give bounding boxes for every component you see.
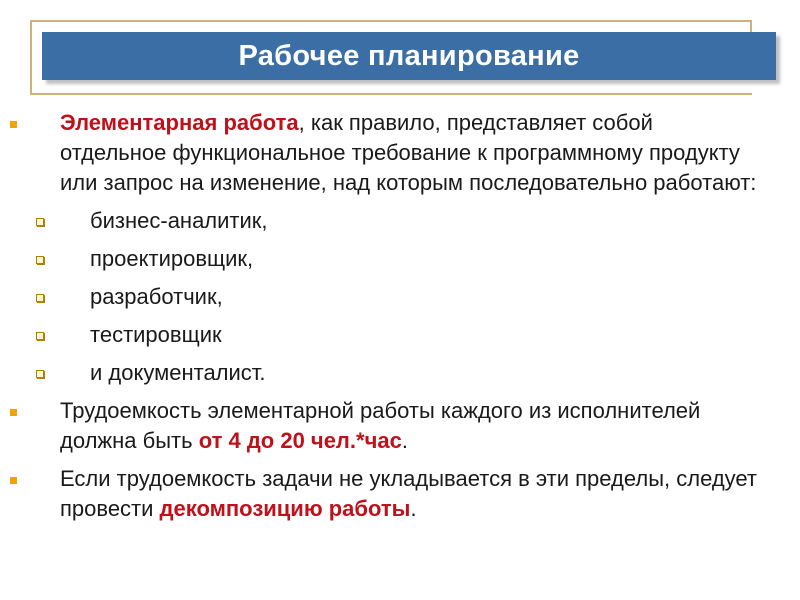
sub-item-label: проектировщик, [90,246,254,271]
para3-text-after: . [410,496,417,521]
highlight-hours-range: от 4 до 20 чел.*час [198,428,402,453]
para2-text-before: Трудоемкость элементарной работы каждого из исполнителей должна быть [60,398,701,453]
hollow-square-bullet-icon [36,218,44,226]
sub-item-label: тестировщик [90,322,222,347]
para2-text-after: . [401,428,408,453]
sub-item-label: и документалист. [90,360,266,385]
frame-line-right [750,20,752,32]
bullet-item-labor-intensity [0,396,760,456]
sub-item-label: разработчик, [90,284,223,309]
highlight-elementary-work: Элементарная работа [60,110,299,135]
sub-item-documentalist [0,358,800,388]
square-bullet-icon [10,121,17,128]
frame-line-left [30,20,32,94]
square-bullet-icon [10,477,17,484]
para1-text: , как правило, представляет собой отдельное функциональное требование к программному продукту или запрос на изменение, над которым последовательно работают: [60,110,757,195]
sub-item-tester [0,320,800,350]
para3-text-before: Если трудоемкость задачи не укладывается в эти пределы, следует провести [60,466,757,521]
frame-line-top [30,20,752,22]
highlight-decomposition: декомпозицию работы [159,496,411,521]
title-bar [42,32,776,80]
bullet-item-elementary-work [0,108,760,198]
square-bullet-icon [10,409,17,416]
bullet-item-decomposition [0,464,760,524]
sub-item-business-analyst [0,206,800,236]
frame-line-bottom [30,93,752,95]
slide-content [0,108,800,524]
hollow-square-bullet-icon [36,294,44,302]
sub-item-designer [0,244,800,274]
sub-item-developer [0,282,800,312]
sub-item-label: бизнес-аналитик, [90,208,268,233]
hollow-square-bullet-icon [36,332,44,340]
hollow-square-bullet-icon [36,256,44,264]
slide-title: Рабочее планирование [238,39,580,72]
hollow-square-bullet-icon [36,370,44,378]
